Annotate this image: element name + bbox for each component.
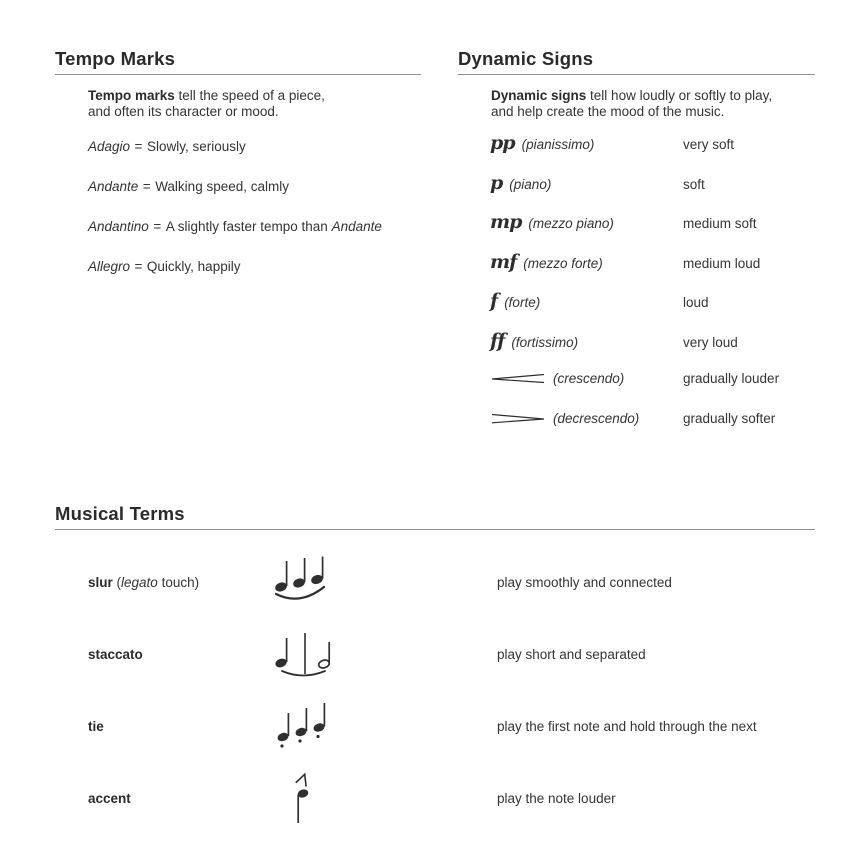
- piano-symbol: p: [490, 171, 503, 194]
- dynamic-meaning: very loud: [683, 334, 738, 350]
- tempo-item-allegro: [88, 260, 421, 274]
- dynamic-row-pianissimo: [490, 134, 815, 154]
- term-row-staccato: [55, 618, 815, 690]
- decrescendo-hairpin-icon: [490, 413, 546, 424]
- musical-terms-section: [55, 503, 815, 834]
- term-name: staccato: [88, 646, 143, 662]
- term-qualifier: touch): [157, 574, 200, 590]
- mezzo-piano-symbol: mp: [490, 211, 522, 233]
- dynamic-symbol-cell: [490, 250, 683, 273]
- tempo-term: Adagio: [88, 139, 131, 154]
- dynamics-list: [490, 134, 815, 431]
- tempo-meaning-italic: Andante: [331, 219, 382, 234]
- tempo-meaning: A slightly faster tempo than: [165, 219, 328, 234]
- term-label-cell: [88, 647, 263, 662]
- dynamic-name: (piano): [509, 176, 552, 192]
- term-meaning: play the note louder: [497, 790, 616, 806]
- term-qualifier: (: [112, 574, 122, 590]
- dynamic-symbol-cell: [490, 292, 683, 310]
- dynamic-meaning: medium soft: [683, 216, 757, 231]
- dynamic-row-decrescendo: [490, 411, 815, 431]
- mezzo-forte-symbol: mf: [490, 250, 517, 273]
- term-row-accent: [55, 762, 815, 834]
- term-label-cell: [88, 719, 263, 734]
- dynamic-meaning: very soft: [683, 137, 735, 152]
- tempo-term: Andantino: [88, 219, 149, 234]
- dynamic-name: (pianissimo): [521, 137, 595, 152]
- dynamic-meaning: medium loud: [683, 255, 761, 271]
- term-meaning: play smoothly and connected: [497, 574, 672, 590]
- dynamic-meaning: loud: [683, 295, 709, 310]
- tempo-meaning: Quickly, happily: [146, 259, 241, 274]
- musical-terms-heading: Musical Terms: [55, 503, 815, 530]
- dynamic-symbol-cell: [490, 171, 683, 194]
- term-name: accent: [88, 790, 131, 806]
- term-name: tie: [88, 718, 104, 734]
- dynamic-meaning: gradually softer: [683, 410, 776, 426]
- notation-cell: [263, 630, 343, 678]
- dynamic-name: (fortissimo): [511, 334, 579, 350]
- tempo-item-adagio: [88, 140, 421, 154]
- tempo-meaning: Walking speed, calmly: [155, 179, 289, 194]
- dynamic-meaning: gradually louder: [683, 371, 780, 386]
- tempo-list: [88, 140, 421, 274]
- dynamic-row-piano: [490, 171, 815, 194]
- notation-cell: [263, 556, 343, 608]
- tied-notes-across-barline-icon: [272, 630, 334, 678]
- term-meaning: play short and separated: [497, 646, 646, 662]
- term-name: slur: [88, 574, 113, 590]
- equals-sign: =: [142, 179, 151, 194]
- dynamics-intro: [491, 88, 815, 119]
- dynamic-symbol-cell: [490, 411, 683, 426]
- tempo-intro-bold: Tempo marks: [88, 88, 175, 103]
- term-label-cell: [88, 575, 263, 590]
- dynamic-name: (forte): [504, 295, 541, 310]
- tempo-item-andantino: [88, 220, 421, 234]
- dynamic-name: (mezzo forte): [523, 255, 603, 271]
- term-row-tie: [55, 690, 815, 762]
- dynamic-name: (mezzo piano): [528, 216, 614, 231]
- dynamics-intro-bold: Dynamic signs: [491, 88, 587, 103]
- dynamic-symbol-cell: [490, 329, 683, 352]
- dynamic-meaning: soft: [683, 176, 705, 192]
- dynamic-signs-heading: Dynamic Signs: [458, 48, 815, 75]
- dynamic-row-mezzo-forte: [490, 250, 815, 273]
- accented-note-icon: [292, 771, 314, 825]
- tempo-intro-line1: [88, 88, 421, 104]
- dynamics-intro-rest: tell how loudly or softly to play,: [586, 88, 773, 103]
- equals-sign: =: [153, 219, 162, 234]
- dynamic-name: (crescendo): [553, 371, 625, 386]
- dynamic-row-mezzo-piano: [490, 213, 815, 233]
- dynamic-symbol-cell: [490, 213, 683, 231]
- term-row-slur: [55, 546, 815, 618]
- term-qualifier-italic: legato: [121, 574, 158, 590]
- pianissimo-symbol: pp: [490, 132, 515, 154]
- notation-cell: [263, 701, 343, 751]
- slurred-notes-icon: [272, 556, 334, 608]
- forte-symbol: f: [490, 290, 498, 312]
- dynamic-symbol-cell: [490, 371, 683, 386]
- tempo-item-andante: [88, 180, 421, 194]
- term-meaning: play the first note and hold through the next: [497, 718, 757, 734]
- equals-sign: =: [134, 139, 143, 154]
- tempo-marks-section: [55, 48, 421, 300]
- staccato-dotted-notes-icon: [274, 701, 332, 751]
- equals-sign: =: [134, 259, 143, 274]
- musical-terms-rows: [55, 546, 815, 834]
- dynamic-row-crescendo: [490, 371, 815, 391]
- tempo-marks-heading: Tempo Marks: [55, 48, 421, 75]
- dynamics-intro-line1: [491, 88, 815, 104]
- dynamic-row-fortissimo: [490, 329, 815, 352]
- tempo-term: Andante: [88, 179, 139, 194]
- tempo-intro: [88, 88, 421, 119]
- dynamic-name: (decrescendo): [553, 410, 640, 426]
- tempo-intro-rest: tell the speed of a piece,: [174, 88, 325, 103]
- fortissimo-symbol: ff: [490, 329, 505, 352]
- crescendo-hairpin-icon: [490, 373, 546, 384]
- tempo-meaning: Slowly, seriously: [146, 139, 246, 154]
- tempo-term: Allegro: [88, 259, 131, 274]
- tempo-intro-line2: and often its character or mood.: [88, 103, 279, 119]
- dynamics-intro-line2: and help create the mood of the music.: [491, 103, 725, 119]
- dynamic-symbol-cell: [490, 134, 683, 152]
- notation-cell: [263, 771, 343, 825]
- dynamic-row-forte: [490, 292, 815, 312]
- dynamic-signs-section: [458, 48, 815, 450]
- term-label-cell: [88, 791, 263, 806]
